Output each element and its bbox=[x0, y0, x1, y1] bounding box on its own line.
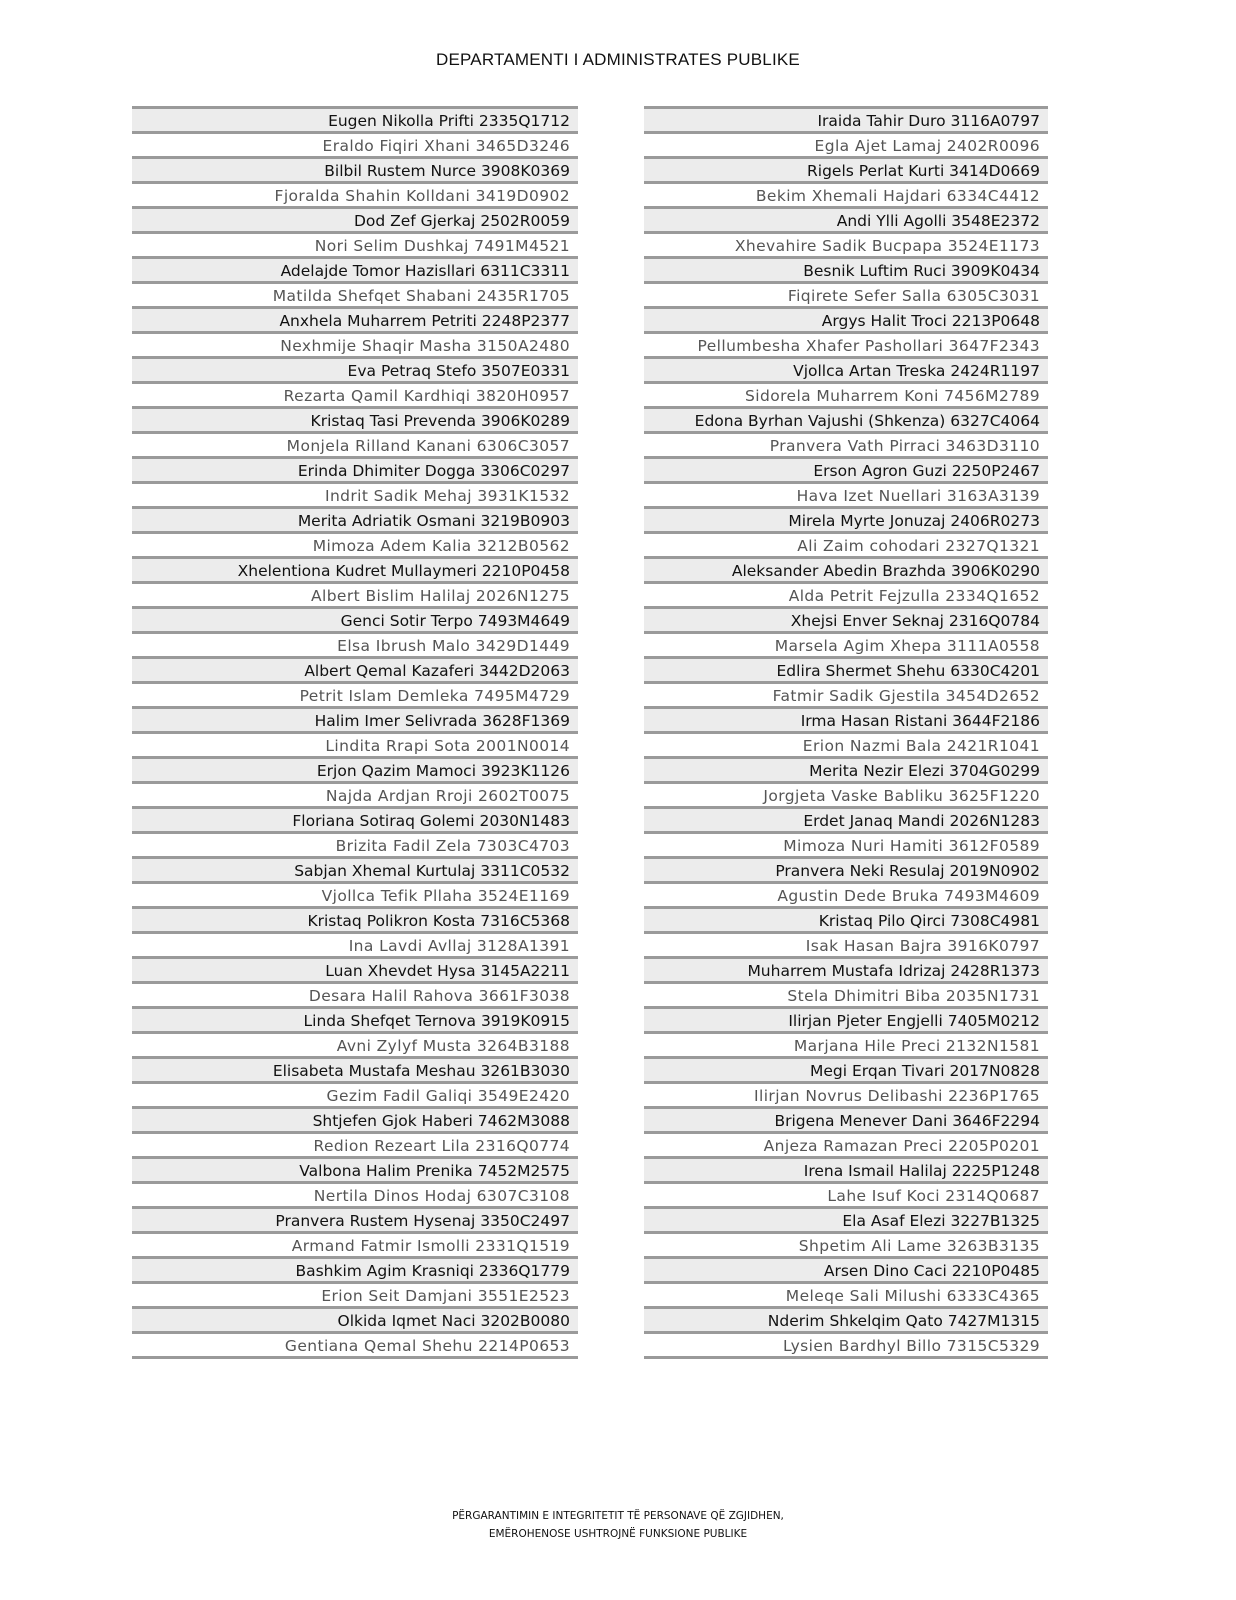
table-row: Pranvera Neki Resulaj 2019N0902 bbox=[644, 856, 1048, 881]
table-row: Hava Izet Nuellari 3163A3139 bbox=[644, 481, 1048, 506]
table-row: Nori Selim Dushkaj 7491M4521 bbox=[132, 231, 578, 256]
table-row: Pellumbesha Xhafer Pashollari 3647F2343 bbox=[644, 331, 1048, 356]
table-row: Linda Shefqet Ternova 3919K0915 bbox=[132, 1006, 578, 1031]
table-row: Luan Xhevdet Hysa 3145A2211 bbox=[132, 956, 578, 981]
table-row: Isak Hasan Bajra 3916K0797 bbox=[644, 931, 1048, 956]
table-row: Indrit Sadik Mehaj 3931K1532 bbox=[132, 481, 578, 506]
table-row: Andi Ylli Agolli 3548E2372 bbox=[644, 206, 1048, 231]
table-row: Erion Nazmi Bala 2421R1041 bbox=[644, 731, 1048, 756]
table-row: Valbona Halim Prenika 7452M2575 bbox=[132, 1156, 578, 1181]
table-row: Najda Ardjan Rroji 2602T0075 bbox=[132, 781, 578, 806]
left-name-column bbox=[132, 106, 578, 1359]
table-row: Kristaq Pilo Qirci 7308C4981 bbox=[644, 906, 1048, 931]
table-row: Meleqe Sali Milushi 6333C4365 bbox=[644, 1281, 1048, 1306]
table-row: Marjana Hile Preci 2132N1581 bbox=[644, 1031, 1048, 1056]
table-row: Gezim Fadil Galiqi 3549E2420 bbox=[132, 1081, 578, 1106]
table-row: Erdet Janaq Mandi 2026N1283 bbox=[644, 806, 1048, 831]
table-row: Petrit Islam Demleka 7495M4729 bbox=[132, 681, 578, 706]
table-row: Egla Ajet Lamaj 2402R0096 bbox=[644, 131, 1048, 156]
table-row: Ali Zaim cohodari 2327Q1321 bbox=[644, 531, 1048, 556]
table-row: Edlira Shermet Shehu 6330C4201 bbox=[644, 656, 1048, 681]
table-row: Floriana Sotiraq Golemi 2030N1483 bbox=[132, 806, 578, 831]
table-row: Kristaq Tasi Prevenda 3906K0289 bbox=[132, 406, 578, 431]
table-row: Genci Sotir Terpo 7493M4649 bbox=[132, 606, 578, 631]
table-row: Vjollca Artan Treska 2424R1197 bbox=[644, 356, 1048, 381]
table-row: Marsela Agim Xhepa 3111A0558 bbox=[644, 631, 1048, 656]
table-row: Mimoza Adem Kalia 3212B0562 bbox=[132, 531, 578, 556]
table-row: Ilirjan Novrus Delibashi 2236P1765 bbox=[644, 1081, 1048, 1106]
table-row: Edona Byrhan Vajushi (Shkenza) 6327C4064 bbox=[644, 406, 1048, 431]
table-row: Argys Halit Troci 2213P0648 bbox=[644, 306, 1048, 331]
table-row: Eugen Nikolla Prifti 2335Q1712 bbox=[132, 106, 578, 131]
table-row: Gentiana Qemal Shehu 2214P0653 bbox=[132, 1331, 578, 1356]
table-row: Albert Qemal Kazaferi 3442D2063 bbox=[132, 656, 578, 681]
table-row: Eva Petraq Stefo 3507E0331 bbox=[132, 356, 578, 381]
table-row: Iraida Tahir Duro 3116A0797 bbox=[644, 106, 1048, 131]
table-row: Erinda Dhimiter Dogga 3306C0297 bbox=[132, 456, 578, 481]
table-row: Erson Agron Guzi 2250P2467 bbox=[644, 456, 1048, 481]
table-row: Nertila Dinos Hodaj 6307C3108 bbox=[132, 1181, 578, 1206]
table-row: Mimoza Nuri Hamiti 3612F0589 bbox=[644, 831, 1048, 856]
table-row: Bashkim Agim Krasniqi 2336Q1779 bbox=[132, 1256, 578, 1281]
table-row: Irena Ismail Halilaj 2225P1248 bbox=[644, 1156, 1048, 1181]
table-row: Adelajde Tomor Hazisllari 6311C3311 bbox=[132, 256, 578, 281]
table-row: Dod Zef Gjerkaj 2502R0059 bbox=[132, 206, 578, 231]
table-row: Avni Zylyf Musta 3264B3188 bbox=[132, 1031, 578, 1056]
table-row: Bekim Xhemali Hajdari 6334C4412 bbox=[644, 181, 1048, 206]
table-row: Fatmir Sadik Gjestila 3454D2652 bbox=[644, 681, 1048, 706]
table-row: Erjon Qazim Mamoci 3923K1126 bbox=[132, 756, 578, 781]
table-row: Armand Fatmir Ismolli 2331Q1519 bbox=[132, 1231, 578, 1256]
right-name-column bbox=[644, 106, 1048, 1359]
table-row: Lahe Isuf Koci 2314Q0687 bbox=[644, 1181, 1048, 1206]
table-row: Elisabeta Mustafa Meshau 3261B3030 bbox=[132, 1056, 578, 1081]
column-bottom-rule bbox=[132, 1356, 578, 1359]
table-row: Mirela Myrte Jonuzaj 2406R0273 bbox=[644, 506, 1048, 531]
table-row: Redion Rezeart Lila 2316Q0774 bbox=[132, 1131, 578, 1156]
table-row: Nexhmije Shaqir Masha 3150A2480 bbox=[132, 331, 578, 356]
table-row: Vjollca Tefik Pllaha 3524E1169 bbox=[132, 881, 578, 906]
table-row: Irma Hasan Ristani 3644F2186 bbox=[644, 706, 1048, 731]
table-row: Jorgjeta Vaske Babliku 3625F1220 bbox=[644, 781, 1048, 806]
table-row: Albert Bislim Halilaj 2026N1275 bbox=[132, 581, 578, 606]
table-row: Elsa Ibrush Malo 3429D1449 bbox=[132, 631, 578, 656]
table-row: Erion Seit Damjani 3551E2523 bbox=[132, 1281, 578, 1306]
table-row: Agustin Dede Bruka 7493M4609 bbox=[644, 881, 1048, 906]
table-row: Stela Dhimitri Biba 2035N1731 bbox=[644, 981, 1048, 1006]
table-row: Xhelentiona Kudret Mullaymeri 2210P0458 bbox=[132, 556, 578, 581]
table-row: Anjeza Ramazan Preci 2205P0201 bbox=[644, 1131, 1048, 1156]
table-row: Fiqirete Sefer Salla 6305C3031 bbox=[644, 281, 1048, 306]
table-row: Shtjefen Gjok Haberi 7462M3088 bbox=[132, 1106, 578, 1131]
table-row: Pranvera Vath Pirraci 3463D3110 bbox=[644, 431, 1048, 456]
table-row: Besnik Luftim Ruci 3909K0434 bbox=[644, 256, 1048, 281]
footer-line-1: PËRGARANTIMIN E INTEGRITETIT TË PERSONAVE QË ZGJIDHEN, bbox=[452, 1510, 784, 1522]
table-row: Megi Erqan Tivari 2017N0828 bbox=[644, 1056, 1048, 1081]
table-row: Muharrem Mustafa Idrizaj 2428R1373 bbox=[644, 956, 1048, 981]
table-row: Merita Adriatik Osmani 3219B0903 bbox=[132, 506, 578, 531]
table-row: Nderim Shkelqim Qato 7427M1315 bbox=[644, 1306, 1048, 1331]
table-row: Matilda Shefqet Shabani 2435R1705 bbox=[132, 281, 578, 306]
table-row: Brigena Menever Dani 3646F2294 bbox=[644, 1106, 1048, 1131]
table-row: Halim Imer Selivrada 3628F1369 bbox=[132, 706, 578, 731]
table-row: Rigels Perlat Kurti 3414D0669 bbox=[644, 156, 1048, 181]
table-row: Merita Nezir Elezi 3704G0299 bbox=[644, 756, 1048, 781]
table-row: Fjoralda Shahin Kolldani 3419D0902 bbox=[132, 181, 578, 206]
table-row: Eraldo Fiqiri Xhani 3465D3246 bbox=[132, 131, 578, 156]
table-row: Ilirjan Pjeter Engjelli 7405M0212 bbox=[644, 1006, 1048, 1031]
table-row: Xhevahire Sadik Bucpapa 3524E1173 bbox=[644, 231, 1048, 256]
table-row: Lysien Bardhyl Billo 7315C5329 bbox=[644, 1331, 1048, 1356]
table-row: Ela Asaf Elezi 3227B1325 bbox=[644, 1206, 1048, 1231]
table-row: Sabjan Xhemal Kurtulaj 3311C0532 bbox=[132, 856, 578, 881]
footer-line-2: EMËROHENOSE USHTROJNË FUNKSIONE PUBLIKE bbox=[488, 1528, 748, 1540]
table-row: Brizita Fadil Zela 7303C4703 bbox=[132, 831, 578, 856]
table-row: Anxhela Muharrem Petriti 2248P2377 bbox=[132, 306, 578, 331]
table-row: Alda Petrit Fejzulla 2334Q1652 bbox=[644, 581, 1048, 606]
table-row: Arsen Dino Caci 2210P0485 bbox=[644, 1256, 1048, 1281]
table-row: Pranvera Rustem Hysenaj 3350C2497 bbox=[132, 1206, 578, 1231]
table-row: Bilbil Rustem Nurce 3908K0369 bbox=[132, 156, 578, 181]
page-title: DEPARTAMENTI I ADMINISTRATES PUBLIKE bbox=[436, 50, 800, 69]
table-row: Shpetim Ali Lame 3263B3135 bbox=[644, 1231, 1048, 1256]
table-row: Desara Halil Rahova 3661F3038 bbox=[132, 981, 578, 1006]
table-row: Lindita Rrapi Sota 2001N0014 bbox=[132, 731, 578, 756]
table-row: Xhejsi Enver Seknaj 2316Q0784 bbox=[644, 606, 1048, 631]
table-row: Rezarta Qamil Kardhiqi 3820H0957 bbox=[132, 381, 578, 406]
table-row: Aleksander Abedin Brazhda 3906K0290 bbox=[644, 556, 1048, 581]
table-row: Kristaq Polikron Kosta 7316C5368 bbox=[132, 906, 578, 931]
column-bottom-rule bbox=[644, 1356, 1048, 1359]
table-row: Olkida Iqmet Naci 3202B0080 bbox=[132, 1306, 578, 1331]
table-row: Sidorela Muharrem Koni 7456M2789 bbox=[644, 381, 1048, 406]
table-row: Monjela Rilland Kanani 6306C3057 bbox=[132, 431, 578, 456]
table-row: Ina Lavdi Avllaj 3128A1391 bbox=[132, 931, 578, 956]
page-footer bbox=[0, 1507, 1236, 1543]
